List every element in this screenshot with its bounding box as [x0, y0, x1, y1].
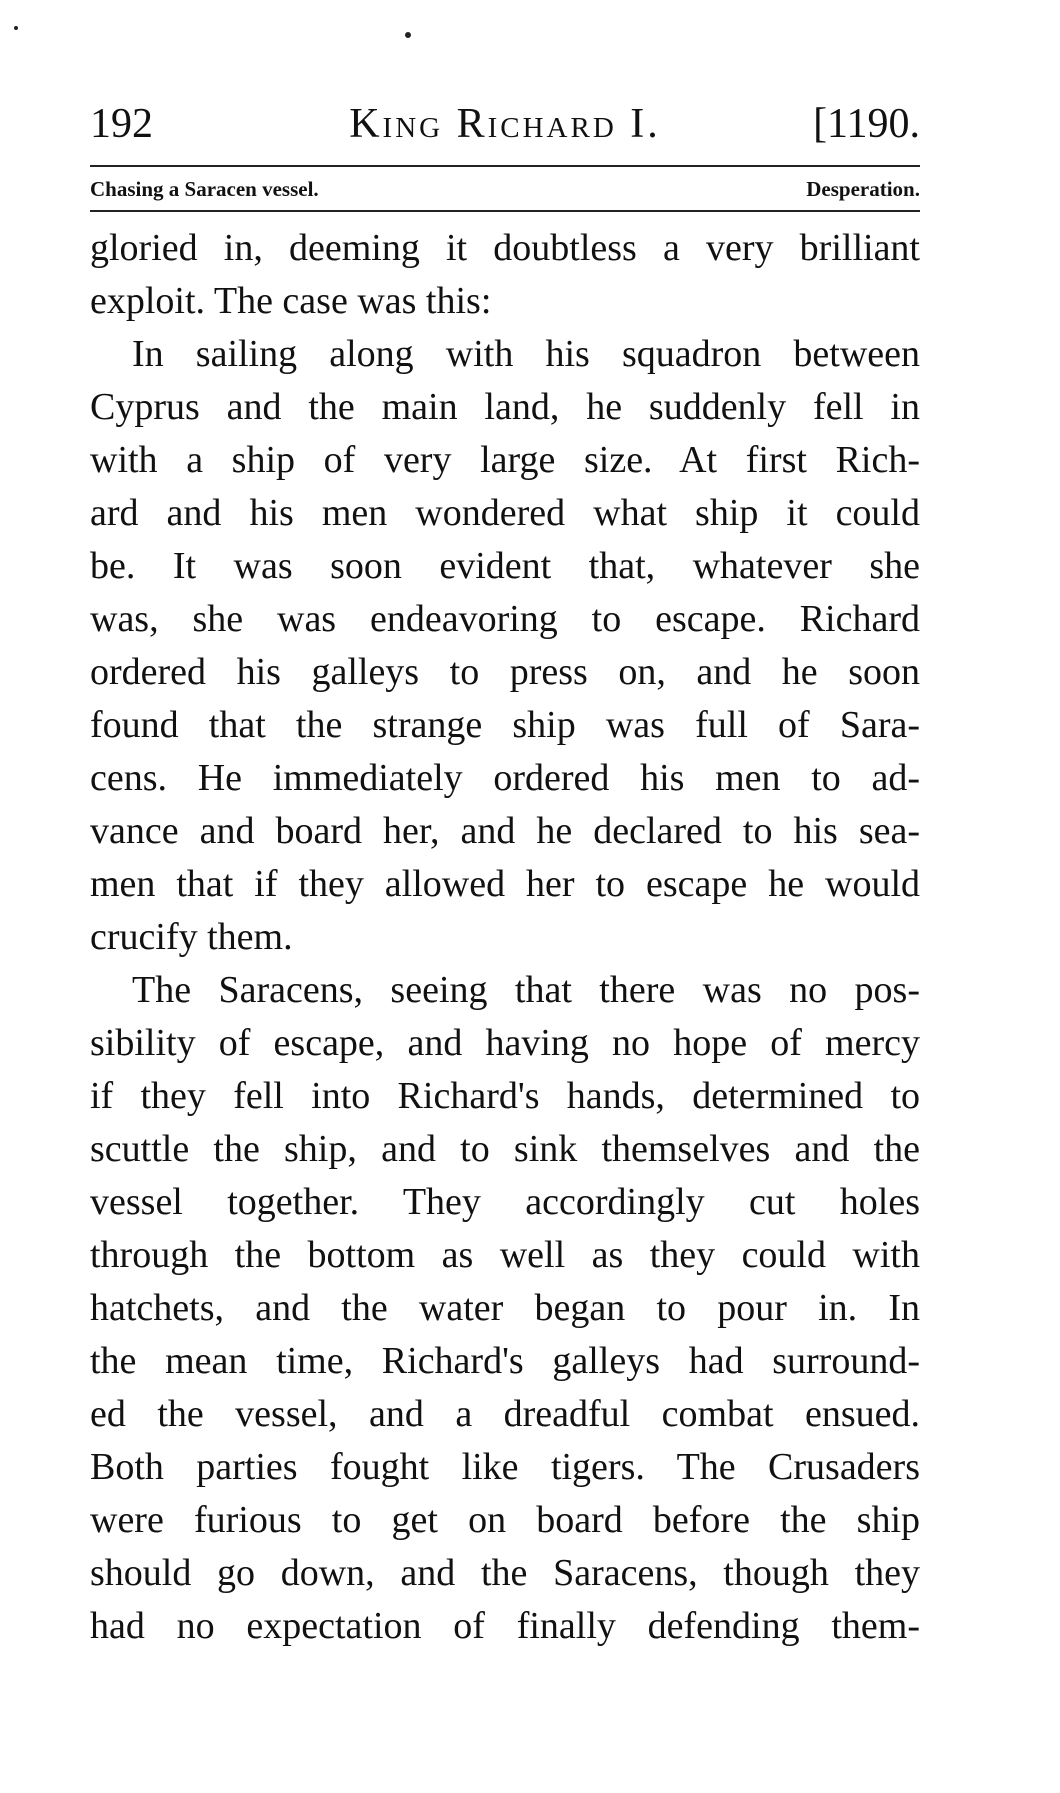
book-page: [90, 0, 920, 1793]
text-line: vance and board her, and he declared to his sea-: [90, 810, 920, 852]
text-line: crucify them.: [90, 916, 293, 958]
text-line: had no expectation of finally defending them-: [90, 1605, 920, 1647]
text-line: The Saracens, seeing that there was no pos-: [132, 969, 920, 1011]
header-rule-top: [90, 165, 920, 167]
header-rule-bottom: [90, 210, 920, 212]
text-line: ard and his men wondered what ship it could: [90, 492, 920, 534]
subheader-left: Chasing a Saracen vessel.: [90, 177, 319, 201]
text-line: men that if they allowed her to escape he would: [90, 863, 920, 905]
text-line: Cyprus and the main land, he suddenly fell in: [90, 386, 920, 428]
text-line: ordered his galleys to press on, and he soon: [90, 651, 920, 693]
text-line: through the bottom as well as they could with: [90, 1234, 920, 1276]
text-line: exploit. The case was this:: [90, 280, 492, 322]
text-line: gloried in, deeming it doubtless a very brilliant: [90, 227, 920, 269]
text-line: was, she was endeavoring to escape. Richard: [90, 598, 920, 640]
text-line: cens. He immediately ordered his men to ad-: [90, 757, 920, 799]
text-line: hatchets, and the water began to pour in. In: [90, 1287, 920, 1329]
page-number: 192: [90, 101, 153, 147]
marginal-subheader: [90, 172, 920, 206]
text-line: the mean time, Richard's galleys had surround-: [90, 1340, 920, 1382]
text-line: scuttle the ship, and to sink themselves and the: [90, 1128, 920, 1170]
body-text: [90, 222, 920, 1653]
text-line: Both parties fought like tigers. The Crusaders: [90, 1446, 920, 1488]
text-line: be. It was soon evident that, whatever she: [90, 545, 920, 587]
text-line: should go down, and the Saracens, though they: [90, 1552, 920, 1594]
ink-speck: [405, 32, 411, 38]
text-line: found that the strange ship was full of Sara-: [90, 704, 920, 746]
text-line: In sailing along with his squadron between: [132, 333, 920, 375]
subheader-right: Desperation.: [806, 177, 920, 201]
text-line: with a ship of very large size. At first Rich-: [90, 439, 920, 481]
text-line: if they fell into Richard's hands, determined to: [90, 1075, 920, 1117]
page-header: [90, 96, 920, 152]
running-title: King Richard I.: [349, 101, 661, 147]
text-line: sibility of escape, and having no hope of mercy: [90, 1022, 920, 1064]
text-line: ed the vessel, and a dreadful combat ensued.: [90, 1393, 920, 1435]
ink-speck: [14, 26, 18, 30]
text-line: were furious to get on board before the ship: [90, 1499, 920, 1541]
year-marker: [1190.: [813, 101, 920, 147]
text-line: vessel together. They accordingly cut holes: [90, 1181, 920, 1223]
